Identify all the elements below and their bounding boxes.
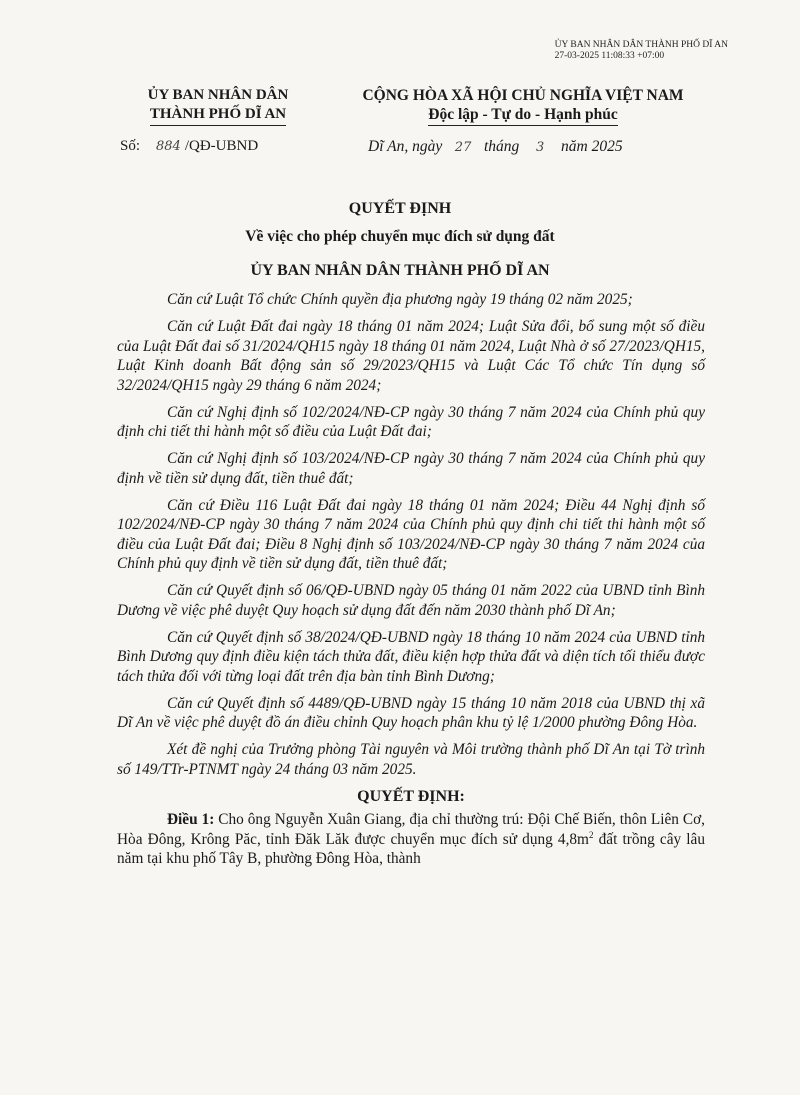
issuing-authority-header — [118, 86, 318, 126]
article-1-text-b: đất trồng cây lâu năm tại khu phố Tây B, phường Đông Hòa, thành — [117, 830, 705, 867]
article-1 — [117, 810, 705, 869]
legal-basis-paragraph: Căn cứ Quyết định số 4489/QĐ-UBND ngày 15 tháng 10 năm 2018 của UBND thị xã Dĩ An về việc phê duyệt đồ án điều chỉnh Quy hoạch phân khu tỷ lệ 1/2000 phường Đông Hòa. — [117, 694, 705, 731]
legal-basis-paragraph: Căn cứ Nghị định số 103/2024/NĐ-CP ngày 30 tháng 7 năm 2024 của Chính phủ quy định về tiền sử dụng đất, tiền thuê đất; — [117, 450, 705, 487]
decision-heading: QUYẾT ĐỊNH: — [357, 787, 465, 805]
article-1-label: Điều 1: — [167, 811, 215, 828]
proposal-paragraph: Xét đề nghị của Trưởng phòng Tài nguyên và Môi trường thành phố Dĩ An tại Tờ trình số 149/TTr-PTNMT ngày 24 tháng 03 năm 2025. — [117, 741, 705, 778]
document-subtitle: Về việc cho phép chuyển mục đích sử dụng đất — [245, 228, 555, 245]
date-prefix: Dĩ An, ngày — [368, 138, 443, 155]
document-body — [117, 290, 705, 869]
country-name: CỘNG HÒA XÃ HỘI CHỦ NGHĨA VIỆT NAM — [362, 87, 684, 104]
national-motto-header — [328, 86, 718, 126]
document-number-value: 884 — [156, 139, 181, 154]
motto: Độc lập - Tự do - Hạnh phúc — [428, 105, 617, 126]
document-number-suffix: /QĐ-UBND — [184, 138, 259, 154]
authority-line-1: ỦY BAN NHÂN DÂN — [147, 87, 289, 103]
legal-basis-paragraph: Căn cứ Nghị định số 102/2024/NĐ-CP ngày 30 tháng 7 năm 2024 của Chính phủ quy định chi tiết thi hành một số điều của Luật Đất đai; — [117, 403, 705, 440]
date-day: 27 — [454, 140, 472, 155]
legal-basis-paragraph: Căn cứ Luật Tổ chức Chính quyền địa phương ngày 19 tháng 02 năm 2025; — [167, 291, 633, 308]
digital-signature-stamp — [555, 40, 728, 62]
date-month: 3 — [536, 140, 545, 155]
authority-heading: ỦY BAN NHÂN DÂN THÀNH PHỐ DĨ AN — [250, 262, 550, 279]
article-1-text-a: Cho ông Nguyễn Xuân Giang, địa chỉ thường trú: Đội Chế Biến, thôn Liên Cơ, Hòa Đông, Krông Păc, tỉnh Đăk Lăk được chuyển mục đích sử dụng 4,8m — [117, 811, 705, 848]
legal-basis-paragraph: Căn cứ Luật Đất đai ngày 18 tháng 01 năm 2024; Luật Sửa đổi, bổ sung một số điều của Luật Đất đai số 31/2024/QH15 ngày 18 tháng 01 năm 2024, Luật Nhà ở số 27/2023/QH15, Luật Kinh doanh Bất động sản số 29/2023/QH15 và Luật Các Tổ chức Tín dụng số 32/2024/QH15 ngày 29 tháng 6 năm 2024; — [117, 318, 705, 394]
authority-line-2: THÀNH PHỐ DĨ AN — [150, 105, 286, 126]
document-number — [120, 138, 258, 155]
legal-basis-paragraph: Căn cứ Quyết định số 06/QĐ-UBND ngày 05 tháng 01 năm 2022 của UBND tỉnh Bình Dương về việc phê duyệt Quy hoạch sử dụng đất đến năm 2030 thành phố Dĩ An; — [117, 582, 705, 619]
date-month-label: tháng — [483, 138, 520, 155]
document-number-label: Số: — [120, 138, 141, 154]
stamp-issuer: ỦY BAN NHÂN DÂN THÀNH PHỐ DĨ AN — [554, 40, 728, 50]
document-title: QUYẾT ĐỊNH — [348, 200, 452, 217]
stamp-timestamp: 27-03-2025 11:08:33 +07:00 — [554, 51, 665, 61]
date-year: năm 2025 — [561, 138, 623, 155]
legal-basis-paragraph: Căn cứ Quyết định số 38/2024/QĐ-UBND ngày 18 tháng 10 năm 2024 của UBND tỉnh Bình Dương quy định điều kiện tách thửa đất, điều kiện hợp thửa đất và diện tích tối thiểu được tách thửa đối với từng loại đất trên địa bàn tỉnh Bình Dương; — [117, 628, 705, 685]
article-1-sup: 2 — [588, 829, 594, 840]
document-date — [368, 138, 623, 156]
legal-basis-paragraph: Căn cứ Điều 116 Luật Đất đai ngày 18 tháng 01 năm 2024; Điều 44 Nghị định số 102/2024/NĐ-CP ngày 30 tháng 7 năm 2024 của Chính phủ quy định chi tiết thi hành một số điều của Luật Đất đai; Điều 8 Nghị định số 103/2024/NĐ-CP ngày 30 tháng 7 năm 2024 của Chính phủ quy định về tiền sử dụng đất, tiền thuê đất; — [117, 496, 705, 572]
